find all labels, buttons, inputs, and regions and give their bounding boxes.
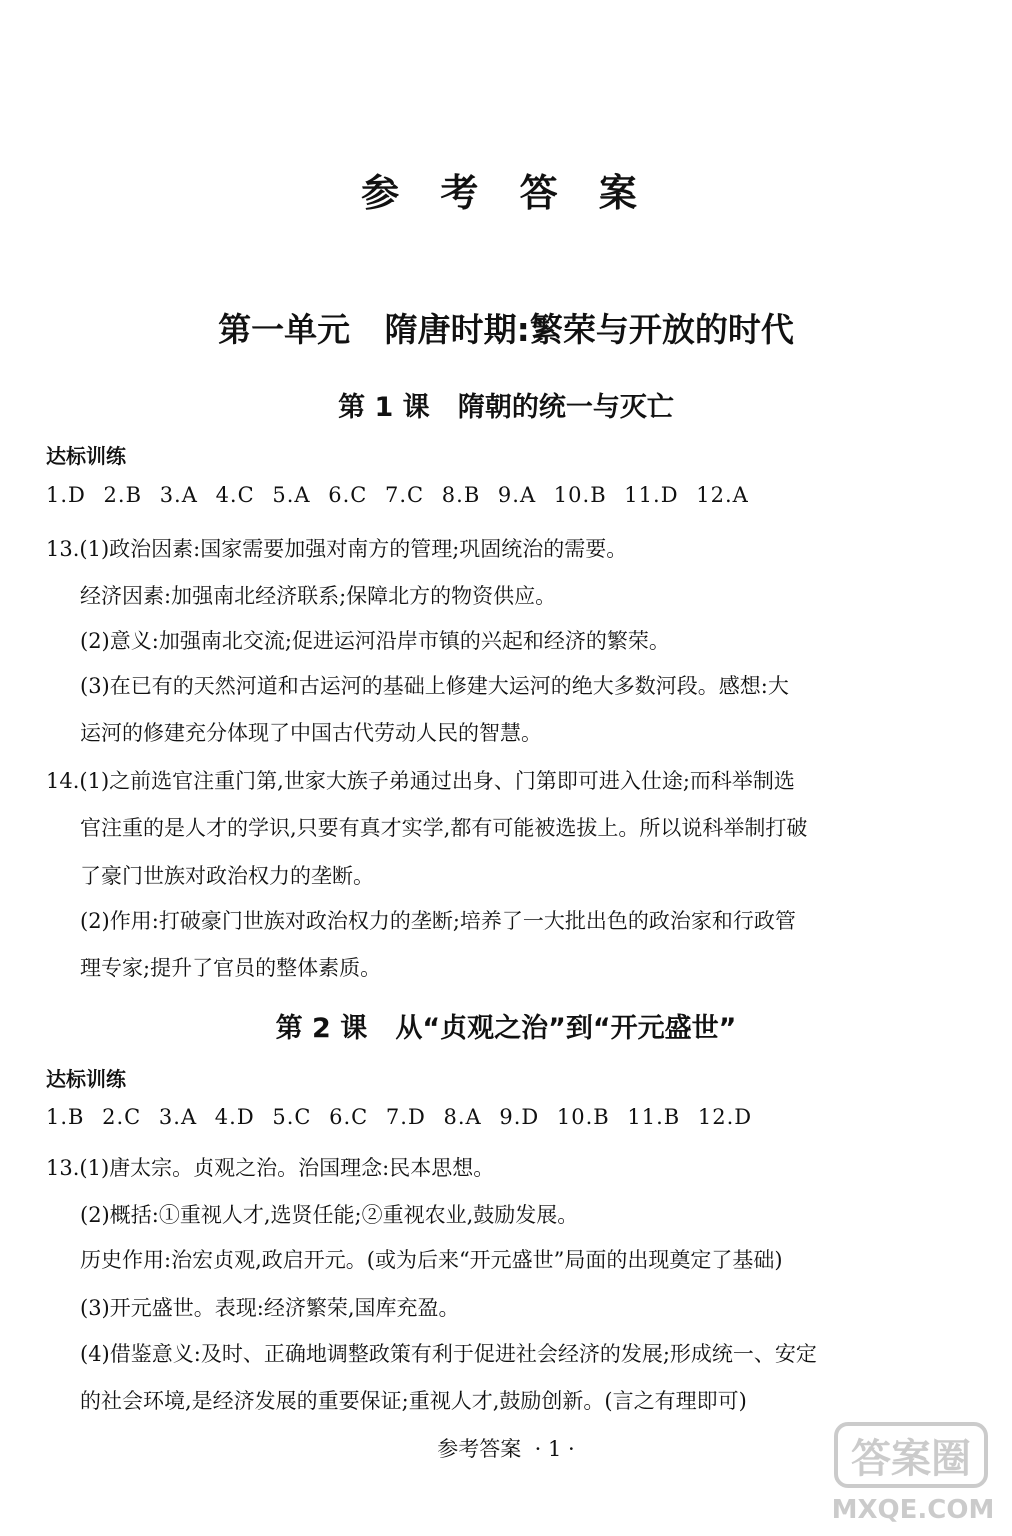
lesson-1-title: 第 1 课 隋朝的统一与灭亡 — [338, 392, 674, 423]
lesson-1-answer-line: 理专家;提升了官员的整体素质。 — [80, 956, 382, 980]
lesson-1-answer-line: (3)在已有的天然河道和古运河的基础上修建大运河的绝大多数河段。感想:大 — [80, 674, 789, 698]
lesson-2-mc-answers: 1.B 2.C 3.A 4.D 5.C 6.C 7.D 8.A 9.D 10.B 11.B 12.D — [46, 1105, 753, 1129]
lesson-1-answer-line: 经济因素:加强南北经济联系;保障北方的物资供应。 — [80, 584, 557, 608]
lesson-1-answer-line: 官注重的是人才的学识,只要有真才实学,都有可能被选拔上。所以说科举制打破 — [80, 816, 808, 840]
lesson-2-answer-line: 13.(1)唐太宗。贞观之治。治国理念:民本思想。 — [46, 1156, 495, 1180]
lesson-1-answer-line: 了豪门世族对政治权力的垄断。 — [80, 864, 374, 888]
unit-title: 第一单元 隋唐时期:繁荣与开放的时代 — [218, 310, 794, 349]
lesson-2-answer-line: (2)概括:①重视人才,选贤任能;②重视农业,鼓励发展。 — [80, 1203, 579, 1227]
lesson-2-section-label: 达标训练 — [46, 1067, 126, 1091]
lesson-2-answer-line: (3)开元盛世。表现:经济繁荣,国库充盈。 — [80, 1296, 460, 1320]
lesson-1-section-label: 达标训练 — [46, 444, 126, 468]
lesson-2-answer-line: 历史作用:治宏贞观,政启开元。(或为后来“开元盛世”局面的出现奠定了基础) — [80, 1248, 783, 1272]
lesson-2-title: 第 2 课 从“贞观之治”到“开元盛世” — [275, 1013, 737, 1044]
watermark-site-text: MXQE.COM — [831, 1495, 995, 1525]
page-title: 参 考 答 案 — [361, 171, 651, 215]
watermark-logo-text: 答案圈 — [851, 1436, 971, 1482]
page-footer: 参考答案 · 1 · — [437, 1437, 575, 1461]
watermark-logo — [828, 1418, 998, 1528]
lesson-1-answer-line: 14.(1)之前选官注重门第,世家大族子弟通过出身、门第即可进入仕途;而科举制选 — [46, 769, 795, 793]
lesson-1-answer-line: 运河的修建充分体现了中国古代劳动人民的智慧。 — [80, 721, 542, 745]
lesson-1-mc-answers: 1.D 2.B 3.A 4.C 5.A 6.C 7.C 8.B 9.A 10.B 11.D 12.A — [46, 483, 749, 507]
lesson-2-answer-line: 的社会环境,是经济发展的重要保证;重视人才,鼓励创新。(言之有理即可) — [80, 1389, 747, 1413]
lesson-1-answer-line: 13.(1)政治因素:国家需要加强对南方的管理;巩固统治的需要。 — [46, 537, 628, 561]
lesson-1-answer-line: (2)作用:打破豪门世族对政治权力的垄断;培养了一大批出色的政治家和行政管 — [80, 909, 796, 933]
lesson-1-answer-line: (2)意义:加强南北交流;促进运河沿岸市镇的兴起和经济的繁荣。 — [80, 629, 670, 653]
lesson-2-answer-line: (4)借鉴意义:及时、正确地调整政策有利于促进社会经济的发展;形成统一、安定 — [80, 1342, 817, 1366]
